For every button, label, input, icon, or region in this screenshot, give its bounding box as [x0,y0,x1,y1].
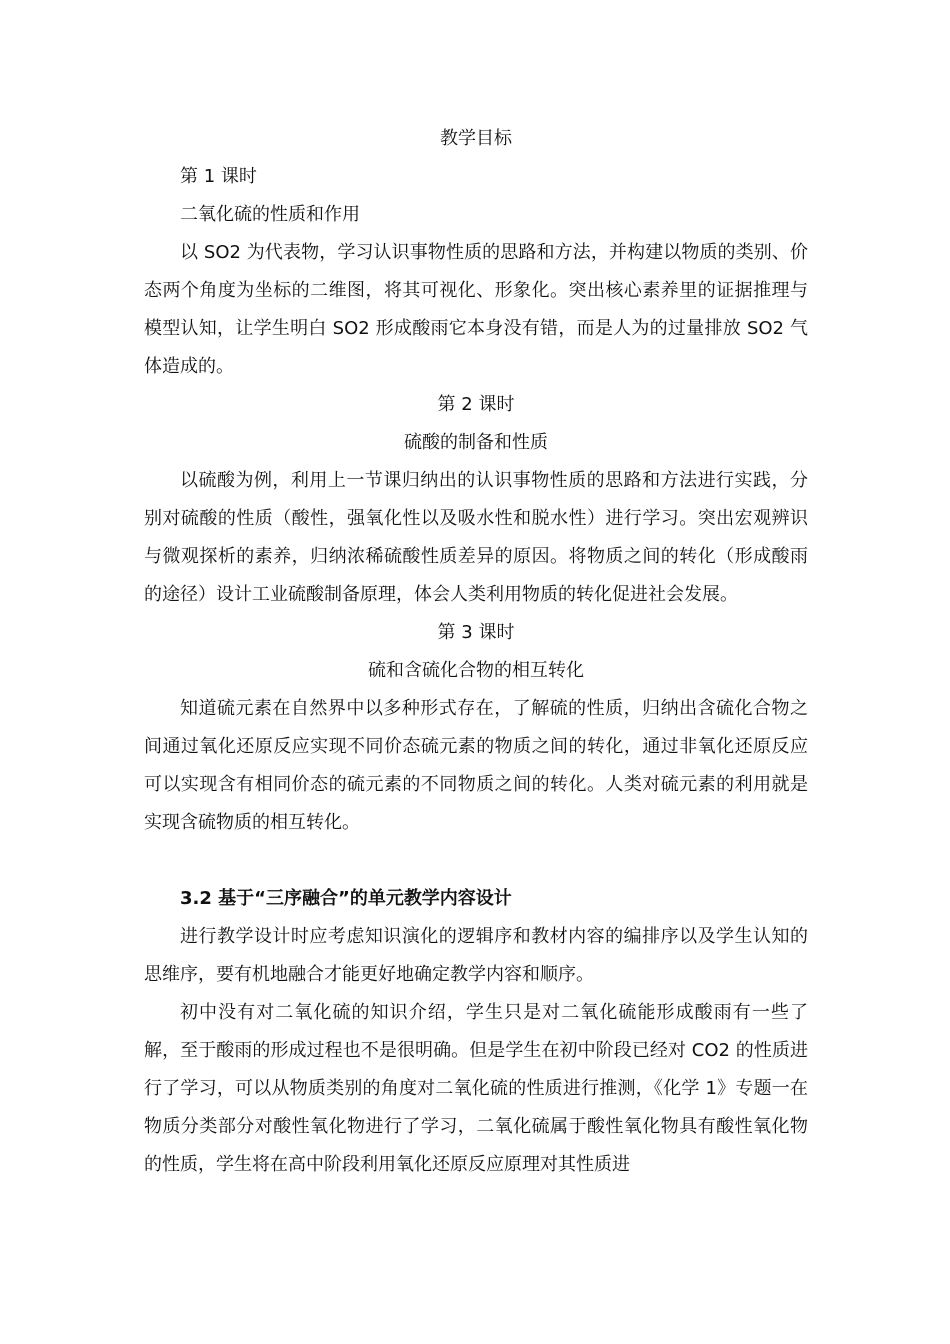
section-spacer [144,842,808,880]
section-paragraph-2: 初中没有对二氧化硫的知识介绍，学生只是对二氧化硫能形成酸雨有一些了解，至于酸雨的形成过程也不是很明确。但是学生在初中阶段已经对 CO2 的性质进行了学习，可以从物质类别的角度对二氧化硫的性质进行推测，《化学 1》专题一在物质分类部分对酸性氧化物进行了学习，二氧化硫属于酸性氧化物具有酸性氧化物的性质，学生将在高中阶段利用氧化还原反应原理对其性质进 [144,1002,808,1175]
section-heading: 3.2 基于“三序融合”的单元教学内容设计 [180,888,512,909]
lesson-1-topic: 二氧化硫的性质和作用 [180,204,360,225]
lesson-1-body: 以 SO2 为代表物，学习认识事物性质的思路和方法，并构建以物质的类别、价态两个角度为坐标的二维图，将其可视化、形象化。突出核心素养里的证据推理与模型认知，让学生明白 SO2 形成酸雨它本身没有错，而是人为的过量排放 SO2 气体造成的。 [144,242,808,377]
lesson-2-topic: 硫酸的制备和性质 [404,432,548,453]
section-paragraph-1: 进行教学设计时应考虑知识演化的逻辑序和教材内容的编排序以及学生认知的思维序，要有机地融合才能更好地确定教学内容和顺序。 [144,926,808,985]
lesson-1-label: 第 1 课时 [180,166,257,187]
lesson-3-topic: 硫和含硫化合物的相互转化 [368,660,584,681]
lesson-2-label: 第 2 课时 [437,394,515,415]
lesson-3-label: 第 3 课时 [437,622,515,643]
document-body [144,120,808,1184]
lesson-2-body: 以硫酸为例，利用上一节课归纳出的认识事物性质的思路和方法进行实践，分别对硫酸的性质（酸性，强氧化性以及吸水性和脱水性）进行学习。突出宏观辨识与微观探析的素养，归纳浓稀硫酸性质差异的原因。将物质之间的转化（形成酸雨的途径）设计工业硫酸制备原理，体会人类利用物质的转化促进社会发展。 [144,470,808,605]
document-title: 教学目标 [440,128,512,149]
lesson-3-body: 知道硫元素在自然界中以多种形式存在，了解硫的性质，归纳出含硫化合物之间通过氧化还原反应实现不同价态硫元素的物质之间的转化，通过非氧化还原反应可以实现含有相同价态的硫元素的不同物质之间的转化。人类对硫元素的利用就是实现含硫物质的相互转化。 [144,698,808,833]
